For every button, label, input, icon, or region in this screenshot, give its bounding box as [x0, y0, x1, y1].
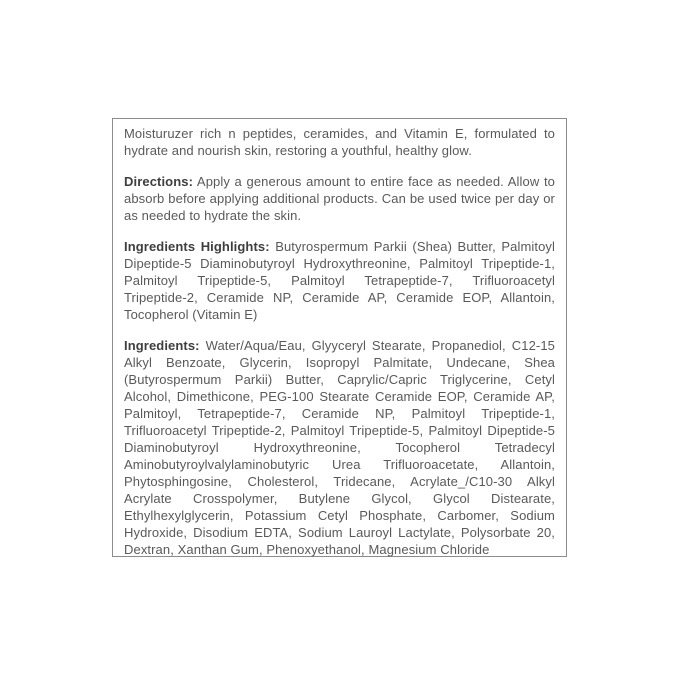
directions-heading: Directions: [124, 174, 194, 189]
paragraph-directions [124, 173, 555, 224]
ingredients-heading: Ingredients: [124, 338, 200, 353]
intro-text: Moisturuzer rich n peptides, ceramides, and Vitamin E, formulated to hydrate and nourish skin, restoring a youthful, healthy glow. [124, 126, 555, 158]
product-label-box [112, 118, 567, 557]
paragraph-intro [124, 125, 555, 159]
ingredients-highlights-body: Butyrospermum Parkii (Shea) Butter, Palmitoyl Dipeptide-5 Diaminobutyroyl Hydroxythreonine, Palmitoyl Tripeptide-1, Palmitoyl Tripeptide-5, Palmitoyl Tetrapeptide-7, Trifluoroacetyl Tripeptide-2, Ceramide NP, Ceramide AP, Ceramide EOP, Allantoin, Tocopherol (Vitamin E) [124, 239, 555, 322]
ingredients-body: Water/Aqua/Eau, Glyyceryl Stearate, Propanediol, C12-15 Alkyl Benzoate, Glycerin, Isopropyl Palmitate, Undecane, Shea (Butyrospermum Parkii) Butter, Caprylic/Capric Triglycerine, Cetyl Alcohol, Dimethicone, PEG-100 Stearate Ceramide EOP, Ceramide AP, Palmitoyl, Tetrapeptide-7, Ceramide NP, Palmitoyl Tripeptide-1, Trifluoroacetyl Tripeptide-2, Palmitoyl Tripeptide-5, Palmitoyl Dipeptide-5 Diaminobutyroyl Hydroxythreonine, Tocopherol Tetradecyl Aminobutyroylvalylaminobutyric Urea Trifluoroacetate, Allantoin, Phytosphingosine, Cholesterol, Tridecane, Acrylate_/C10-30 Alkyl Acrylate Crosspolymer, Butylene Glycol, Glycol Distearate, Ethylhexylglycerin, Potassium Cetyl Phosphate, Carbomer, Sodium Hydroxide, Disodium EDTA, Sodium Lauroyl Lactylate, Polysorbate 20, Dextran, Xanthan Gum, Phenoxyethanol, Magnesium Chloride [124, 338, 555, 557]
paragraph-ingredients [124, 337, 555, 558]
paragraph-ingredients-highlights [124, 238, 555, 323]
ingredients-highlights-heading: Ingredients Highlights: [124, 239, 270, 254]
directions-body: Apply a generous amount to entire face as needed. Allow to absorb before applying additional products. Can be used twice per day or as needed to hydrate the skin. [124, 174, 555, 223]
